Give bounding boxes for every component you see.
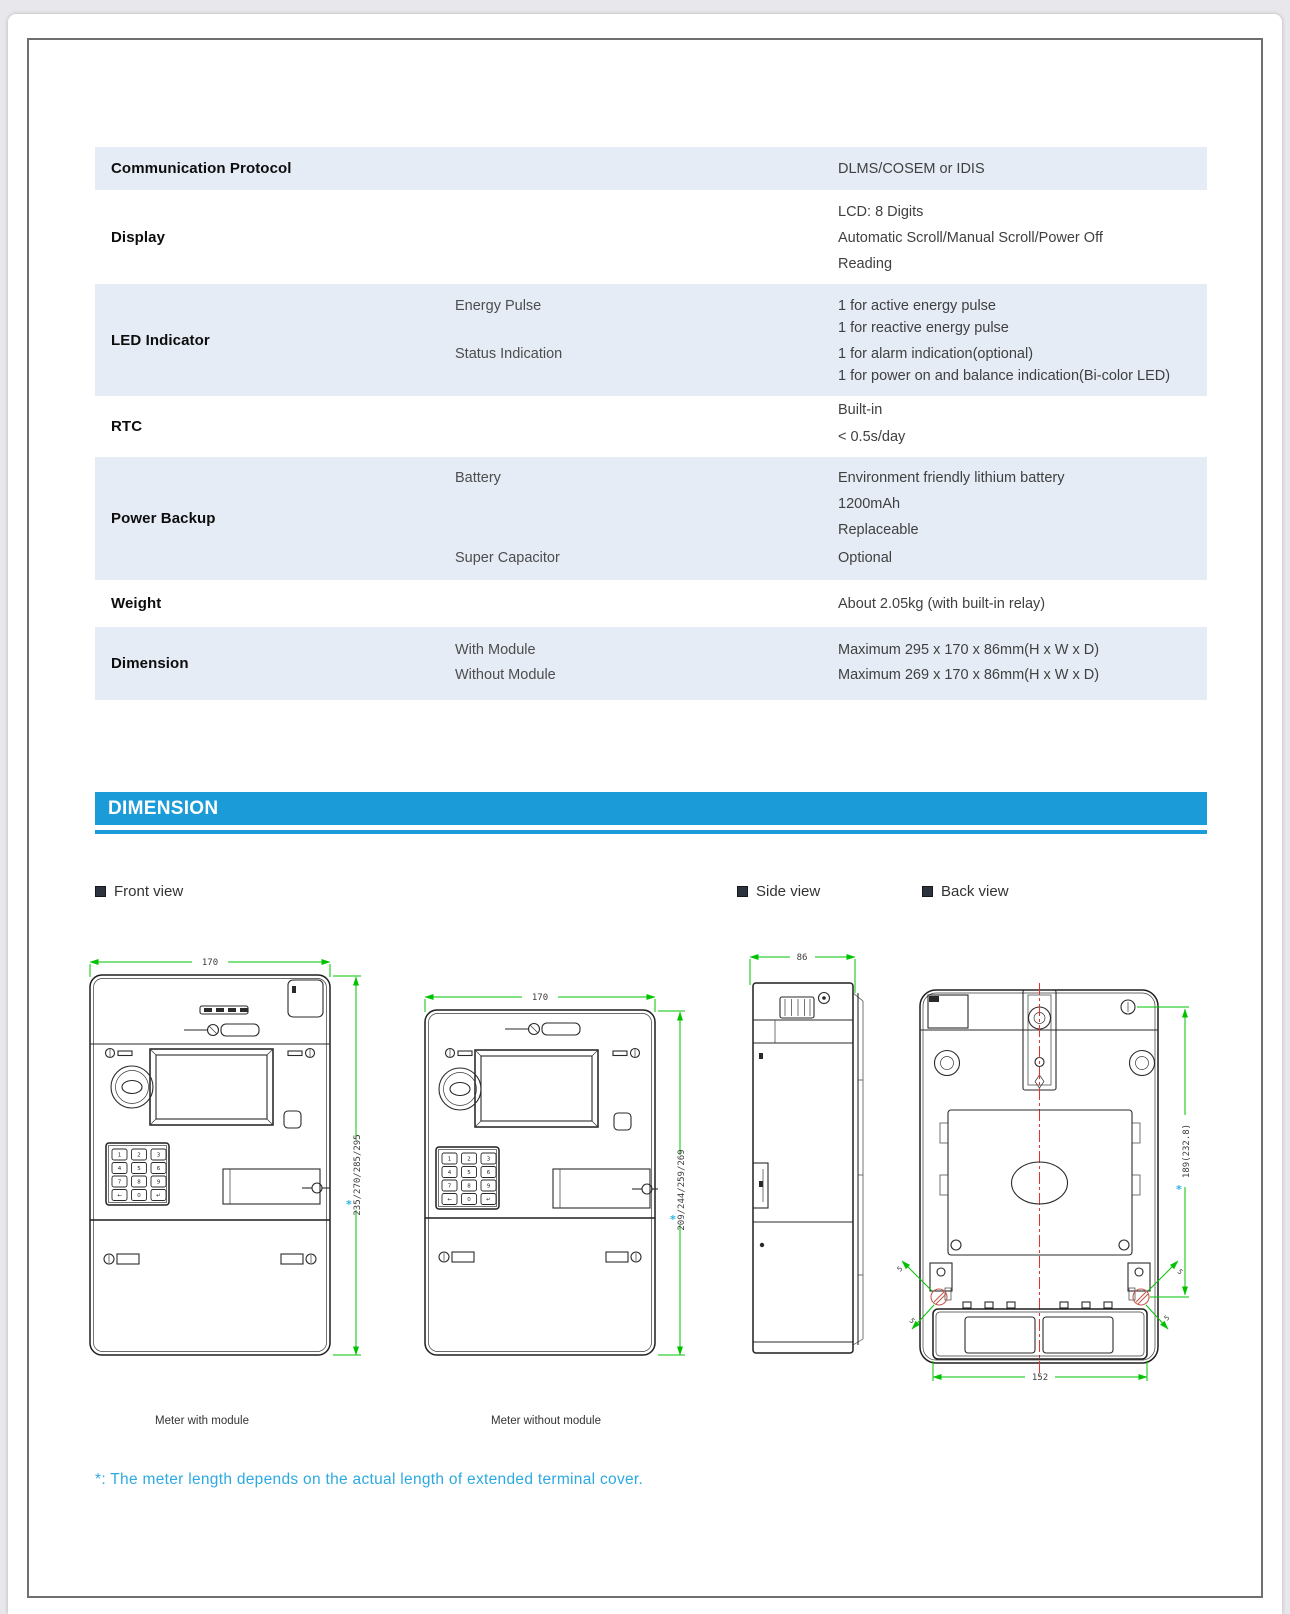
section-header-underline xyxy=(95,830,1207,834)
optical-port xyxy=(111,1066,153,1108)
back-width-dim-label: 152 xyxy=(1031,1373,1049,1383)
spec-values: Maximum 269 x 170 x 86mm(H x W x D) xyxy=(838,667,1100,683)
depth-dim-label: 86 xyxy=(796,953,808,963)
spec-sub-label xyxy=(455,397,838,451)
table-row-weight xyxy=(95,580,1207,627)
spec-values: Optional xyxy=(838,550,893,566)
seal-screw xyxy=(505,1023,580,1035)
svg-text:1: 1 xyxy=(117,1152,122,1159)
front-view-label: Front view xyxy=(95,883,183,900)
svg-text:5: 5 xyxy=(137,1166,141,1173)
svg-text:9: 9 xyxy=(486,1183,491,1190)
back-view-drawing xyxy=(890,945,1225,1395)
spec-sub-label xyxy=(455,596,838,612)
spec-values: Environment friendly lithium battery 1200mAh Replaceable xyxy=(838,470,1065,538)
table-row-power-backup xyxy=(95,457,1207,580)
svg-text:↵: ↵ xyxy=(486,1197,491,1204)
keypad-keys xyxy=(442,1153,496,1205)
svg-text:8: 8 xyxy=(137,1179,141,1186)
terminal-strip xyxy=(200,1006,248,1014)
svg-text:0: 0 xyxy=(137,1193,141,1200)
lcd-display xyxy=(475,1050,598,1127)
spec-sub-label: Without Module xyxy=(455,667,556,683)
seal-screw xyxy=(184,1024,259,1036)
specification-table xyxy=(95,147,1207,700)
side-body-outline xyxy=(735,945,863,1353)
spec-values: LCD: 8 Digits Automatic Scroll/Manual Scroll/Power Off Reading xyxy=(838,204,1103,272)
card-slot xyxy=(553,1169,658,1208)
svg-text:9: 9 xyxy=(156,1179,161,1186)
terminal-cover-tabs xyxy=(963,1302,1112,1308)
back-height-asterisk: * xyxy=(1176,1183,1182,1196)
svg-text:←: ← xyxy=(447,1197,452,1204)
table-row-communication-protocol xyxy=(95,147,1207,190)
spec-sub-label: Energy Pulse xyxy=(455,298,542,314)
svg-text:4: 4 xyxy=(117,1166,122,1173)
svg-text:5: 5 xyxy=(1175,1267,1185,1277)
side-top-detail xyxy=(753,993,853,1044)
terminal-cover-screws xyxy=(439,1252,641,1262)
svg-text:3: 3 xyxy=(156,1152,161,1159)
svg-text:5: 5 xyxy=(467,1170,471,1177)
spec-label: Dimension xyxy=(111,655,189,672)
spec-sub-label: Super Capacitor xyxy=(455,550,560,566)
back-top-screw xyxy=(1121,1000,1135,1014)
spec-sub-label: Battery xyxy=(455,470,501,486)
spec-values: About 2.05kg (with built-in relay) xyxy=(838,595,1046,612)
lcd-display xyxy=(150,1049,273,1125)
spec-values: 1 for active energy pulse 1 for reactive energy pulse xyxy=(838,298,1009,336)
svg-text:5: 5 xyxy=(907,1316,917,1326)
table-row-display xyxy=(95,190,1207,284)
height-dim-label: 209/244/259/269 xyxy=(677,1149,687,1231)
table-row-led-indicator xyxy=(95,284,1207,396)
square-bullet-icon xyxy=(737,886,748,897)
square-bullet-icon xyxy=(95,886,106,897)
spec-label: LED Indicator xyxy=(111,331,210,349)
height-dimension xyxy=(333,976,363,1355)
svg-text:1: 1 xyxy=(447,1156,452,1163)
meter-body-outline xyxy=(425,1010,655,1355)
caption-meter-with-module: Meter with module xyxy=(155,1415,249,1427)
side-latch-dot xyxy=(759,1053,763,1059)
svg-text:4: 4 xyxy=(447,1170,452,1177)
module-compartment xyxy=(288,980,323,1017)
svg-text:2: 2 xyxy=(467,1156,471,1163)
svg-text:7: 7 xyxy=(117,1179,122,1186)
svg-text:←: ← xyxy=(117,1193,122,1200)
svg-text:3: 3 xyxy=(486,1156,491,1163)
spec-label: Communication Protocol xyxy=(111,160,292,177)
back-height-dim-label: 189(232.8) xyxy=(1182,1123,1192,1179)
spec-sub-label xyxy=(455,199,838,277)
spec-label: Power Backup xyxy=(111,510,216,527)
footnote: *: The meter length depends on the actual length of extended terminal cover. xyxy=(95,1471,644,1488)
square-bullet-icon xyxy=(922,886,933,897)
height-dim-label: 235/270/285/295 xyxy=(353,1134,363,1216)
table-row-rtc xyxy=(95,396,1207,457)
svg-text:2: 2 xyxy=(137,1152,141,1159)
back-top-corner-box xyxy=(928,995,968,1028)
height-dim-asterisk: * xyxy=(670,1213,676,1226)
height-dim-asterisk: * xyxy=(346,1198,352,1211)
width-dimension xyxy=(90,958,330,977)
spec-sub-label xyxy=(455,161,838,177)
module-indicator xyxy=(292,986,296,993)
spec-values: Maximum 295 x 170 x 86mm(H x W x D) xyxy=(838,642,1100,658)
front-screws xyxy=(106,1049,315,1058)
caption-meter-without-module: Meter without module xyxy=(491,1415,601,1427)
side-view-drawing xyxy=(735,945,885,1365)
section-header-dimension: DIMENSION xyxy=(95,792,1207,825)
svg-text:6: 6 xyxy=(486,1170,491,1177)
card-slot xyxy=(223,1169,330,1204)
terminal-cover-screws xyxy=(104,1254,316,1264)
depth-dimension xyxy=(750,953,855,993)
spec-sub-label: Status Indication xyxy=(455,346,563,362)
spec-label: RTC xyxy=(111,418,143,435)
svg-text:6: 6 xyxy=(156,1166,161,1173)
side-view-label: Side view xyxy=(737,883,820,900)
keypad-keys xyxy=(112,1149,166,1201)
spec-label: Display xyxy=(111,228,166,246)
height-dimension xyxy=(658,1011,687,1355)
front-view-without-module-drawing xyxy=(410,985,710,1415)
svg-text:5: 5 xyxy=(895,1264,905,1274)
meter-body-outline xyxy=(90,975,330,1355)
back-view-label: Back view xyxy=(922,883,1009,900)
table-row-dimension xyxy=(95,627,1207,700)
spec-values: Built-in < 0.5s/day xyxy=(838,402,906,445)
side-screw-dot xyxy=(760,1243,764,1247)
svg-text:7: 7 xyxy=(447,1183,452,1190)
svg-text:↵: ↵ xyxy=(156,1193,161,1200)
front-view-with-module-drawing xyxy=(80,948,400,1373)
svg-text:8: 8 xyxy=(467,1183,471,1190)
keypad xyxy=(106,1143,169,1205)
side-bracket xyxy=(753,1163,768,1208)
spec-values: DLMS/COSEM or IDIS xyxy=(838,160,985,177)
svg-text:5: 5 xyxy=(1162,1313,1172,1323)
keypad xyxy=(436,1147,499,1209)
spec-values: 1 for alarm indication(optional) 1 for power on and balance indication(Bi-color LED) xyxy=(838,346,1171,384)
back-mount-screws xyxy=(935,1051,1155,1076)
spec-sub-label: With Module xyxy=(455,642,536,658)
width-dim-label: 170 xyxy=(531,993,549,1003)
push-button xyxy=(284,1111,301,1128)
width-dimension xyxy=(425,993,655,1012)
push-button xyxy=(614,1113,631,1130)
spec-label: Weight xyxy=(111,595,162,612)
width-dim-label: 170 xyxy=(201,958,219,968)
svg-text:0: 0 xyxy=(467,1197,471,1204)
